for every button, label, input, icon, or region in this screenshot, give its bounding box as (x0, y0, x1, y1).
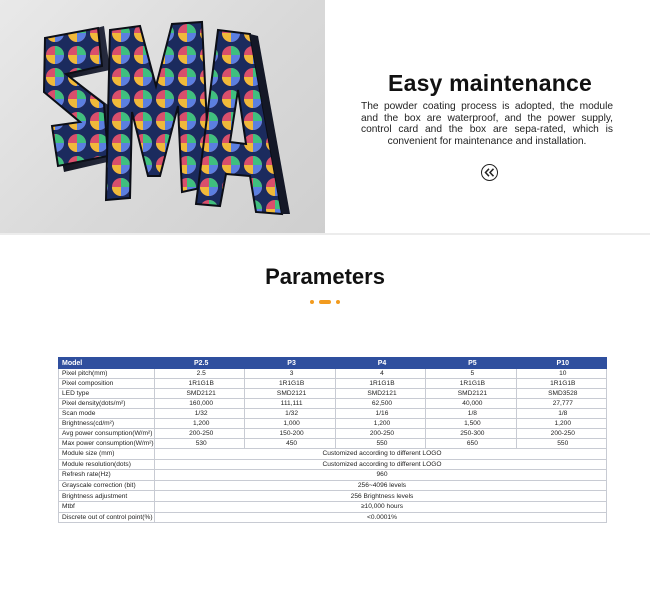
parameters-title: Parameters (265, 264, 385, 289)
row-label: Pixel composition (59, 379, 155, 389)
table-cell: 250-300 (426, 429, 516, 439)
table-cell: 1/32 (245, 409, 335, 419)
column-header: P4 (335, 358, 425, 369)
row-label: Avg power consumption(W/m²) (59, 429, 155, 439)
table-cell: SMD3528 (516, 389, 606, 399)
table-cell: 111,111 (245, 399, 335, 409)
table-row (59, 429, 607, 439)
table-cell: 5 (426, 369, 516, 379)
table-cell: 1,200 (155, 419, 245, 429)
maintenance-title: Easy maintenance (388, 70, 592, 96)
table-cell: 27,777 (516, 399, 606, 409)
hero-section (0, 0, 650, 233)
table-row (59, 369, 607, 379)
accent-dot (336, 300, 340, 304)
table-cell: SMD2121 (155, 389, 245, 399)
table-cell: SMD2121 (245, 389, 335, 399)
table-cell: 62,500 (335, 399, 425, 409)
row-label: Scan mode (59, 409, 155, 419)
table-cell: SMD2121 (426, 389, 516, 399)
table-cell: 650 (426, 439, 516, 449)
maintenance-description: The powder coating process is adopted, the module and the box are waterproof, and the power supply, control card and the box are sepa-rated, which is convenient for maintenance and installation. (361, 101, 613, 147)
table-cell: 200-250 (155, 429, 245, 439)
table-row (59, 409, 607, 419)
table-cell: 530 (155, 439, 245, 449)
row-label: Brightness adjustment (59, 491, 155, 502)
row-label: LED type (59, 389, 155, 399)
led-letters-graphic (0, 0, 325, 233)
table-cell: 1,200 (516, 419, 606, 429)
table-cell: 3 (245, 369, 335, 379)
chevron-glyph (484, 168, 495, 177)
table-body (59, 369, 607, 523)
table-cell: 200-250 (335, 429, 425, 439)
table-cell: 150-200 (245, 429, 335, 439)
merged-cell: Customized according to different LOGO (155, 459, 607, 470)
table-row (59, 459, 607, 470)
title-accent-dots (308, 299, 342, 305)
table-cell: 1/8 (426, 409, 516, 419)
table-cell: 10 (516, 369, 606, 379)
merged-cell: <0.0001% (155, 512, 607, 523)
row-label: Module resolution(dots) (59, 459, 155, 470)
row-label: Pixel density(dots/m²) (59, 399, 155, 409)
table-cell: 450 (245, 439, 335, 449)
accent-dot (310, 300, 314, 304)
merged-cell: 960 (155, 470, 607, 481)
column-header: P3 (245, 358, 335, 369)
table-cell: 4 (335, 369, 425, 379)
column-header: Model (59, 358, 155, 369)
led-letters-photo (0, 0, 325, 233)
table-row (59, 449, 607, 460)
parameters-table (58, 357, 607, 523)
table-cell: 1/8 (516, 409, 606, 419)
section-divider (0, 233, 650, 235)
table-row (59, 470, 607, 481)
row-label: Refresh rate(Hz) (59, 470, 155, 481)
table-cell: 1,200 (335, 419, 425, 429)
table-row (59, 389, 607, 399)
table-cell: 200-250 (516, 429, 606, 439)
table-cell: 1,000 (245, 419, 335, 429)
table-cell: 550 (335, 439, 425, 449)
table-cell: 550 (516, 439, 606, 449)
table-row (59, 419, 607, 429)
table-cell: 1R1G1B (155, 379, 245, 389)
table-cell: 1R1G1B (426, 379, 516, 389)
table-cell: 2.5 (155, 369, 245, 379)
column-header: P5 (426, 358, 516, 369)
table-row (59, 480, 607, 491)
table-cell: 1,500 (426, 419, 516, 429)
table-header-row (59, 358, 607, 369)
table-cell: SMD2121 (335, 389, 425, 399)
merged-cell: 256 Brightness levels (155, 491, 607, 502)
merged-cell: 256~4096 levels (155, 480, 607, 491)
table-cell: 1R1G1B (516, 379, 606, 389)
accent-dash (319, 300, 331, 304)
row-label: Grayscale correction (bit) (59, 480, 155, 491)
table-row (59, 491, 607, 502)
table-cell: 1/16 (335, 409, 425, 419)
table-row (59, 439, 607, 449)
table-cell: 1R1G1B (335, 379, 425, 389)
row-label: Brightness(cd/m²) (59, 419, 155, 429)
table-cell: 1R1G1B (245, 379, 335, 389)
column-header: P10 (516, 358, 606, 369)
merged-cell: ≥10,000 hours (155, 501, 607, 512)
row-label: Pixel pitch(mm) (59, 369, 155, 379)
table-row (59, 379, 607, 389)
table-row (59, 399, 607, 409)
merged-cell: Customized according to different LOGO (155, 449, 607, 460)
table-cell: 1/32 (155, 409, 245, 419)
row-label: Max power consumption(W/m²) (59, 439, 155, 449)
row-label: Discrete out of control point(%) (59, 512, 155, 523)
row-label: Module size (mm) (59, 449, 155, 460)
row-label: Mtbf (59, 501, 155, 512)
table-cell: 160,000 (155, 399, 245, 409)
table-cell: 40,000 (426, 399, 516, 409)
table-row (59, 512, 607, 523)
double-chevron-left-icon[interactable] (481, 164, 498, 181)
column-header: P2.5 (155, 358, 245, 369)
table-row (59, 501, 607, 512)
